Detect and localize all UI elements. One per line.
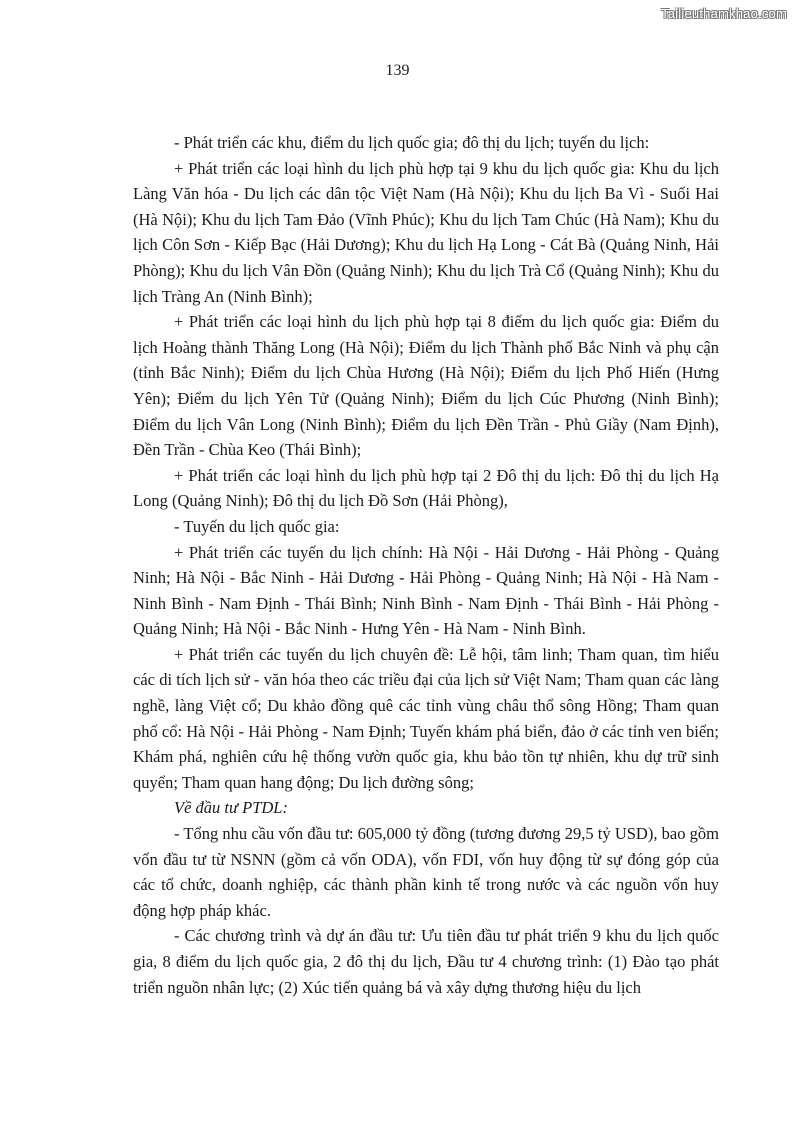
paragraph: - Tuyến du lịch quốc gia: [174, 516, 340, 536]
paragraph: + Phát triển các loại hình du lịch phù hợp tại 8 điểm du lịch quốc gia: Điểm du lịch Hoàng thành Thăng Long (Hà Nội); Điểm du lịch Thành phố Bắc Ninh và phụ cận (tỉnh Bắc Ninh); Điểm du lịch Chùa Hương (Hà Nội); Điểm du lịch Phố Hiến (Hưng Yên); Điểm du lịch Yên Tử (Quảng Ninh); Điểm du lịch Cúc Phương (Ninh Bình); Điểm du lịch Vân Long (Ninh Bình); Điểm du lịch Đền Trần - Phủ Giầy (Nam Định), Đền Trần - Chùa Keo (Thái Bình); [133, 312, 719, 460]
paragraph: - Tổng nhu cầu vốn đầu tư: 605,000 tỷ đồng (tương đương 29,5 tỷ USD), bao gồm vốn đầu tư từ NSNN (gồm cả vốn ODA), vốn FDI, vốn huy động từ sự đóng góp của các tổ chức, doanh nghiệp, các thành phần kinh tế trong nước và các nguồn vốn huy động hợp pháp khác. [133, 824, 719, 920]
page-number: 139 [385, 62, 410, 79]
watermark: Tailieuthamkhao.com [661, 6, 787, 21]
paragraph: - Phát triển các khu, điểm du lịch quốc gia; đô thị du lịch; tuyến du lịch: [174, 133, 650, 152]
paragraph: + Phát triển các tuyến du lịch chuyên đề: Lễ hội, tâm linh; Tham quan, tìm hiểu các di tích lịch sử - văn hóa theo các triều đại của lịch sử Việt Nam; Tham quan các làng nghề, làng Việt cổ; Du khảo đồng quê các tỉnh vùng châu thổ sông Hồng; Tham quan phố cổ: Hà Nội - Hải Phòng - Nam Định; Tuyến khám phá biển, đảo ở các tỉnh ven biển; Khám phá, nghiên cứu hệ thống vườn quốc gia, khu bảo tồn tự nhiên, khu dự trữ sinh quyển; Tham quan hang động; Du lịch đường sông; [133, 644, 719, 792]
body-text [133, 130, 719, 1000]
paragraph: + Phát triển các tuyến du lịch chính: Hà Nội - Hải Dương - Hải Phòng - Quảng Ninh; Hà Nội - Bắc Ninh - Hải Dương - Hải Phòng - Quảng Ninh; Hà Nội - Hà Nam - Ninh Bình - Nam Định - Thái Bình; Ninh Bình - Nam Định - Thái Bình - Hải Phòng - Quảng Ninh; Hà Nội - Bắc Ninh - Hưng Yên - Hà Nam - Ninh Bình. [133, 542, 719, 639]
paragraph: + Phát triển các loại hình du lịch phù hợp tại 2 Đô thị du lịch: Đô thị du lịch Hạ Long (Quảng Ninh); Đô thị du lịch Đồ Sơn (Hải Phòng), [133, 465, 719, 511]
paragraph: - Các chương trình và dự án đầu tư: Ưu tiên đầu tư phát triển 9 khu du lịch quốc gia, 8 điểm du lịch quốc gia, 2 đô thị du lịch, Đầu tư 4 chương trình: (1) Đào tạo phát triển nguồn nhân lực; (2) Xúc tiến quảng bá và xây dựng thương hiệu du lịch [133, 926, 719, 997]
section-heading: Về đầu tư PTDL: [174, 798, 288, 818]
paragraph: + Phát triển các loại hình du lịch phù hợp tại 9 khu du lịch quốc gia: Khu du lịch Làng Văn hóa - Du lịch các dân tộc Việt Nam (Hà Nội); Khu du lịch Ba Vì - Suối Hai (Hà Nội); Khu du lịch Tam Đảo (Vĩnh Phúc); Khu du lịch Tam Chúc (Hà Nam); Khu du lịch Côn Sơn - Kiếp Bạc (Hải Dương); Khu du lịch Hạ Long - Cát Bà (Quảng Ninh, Hải Phòng); Khu du lịch Vân Đồn (Quảng Ninh); Khu du lịch Trà Cổ (Quảng Ninh); Khu du lịch Tràng An (Ninh Bình); [133, 158, 719, 306]
